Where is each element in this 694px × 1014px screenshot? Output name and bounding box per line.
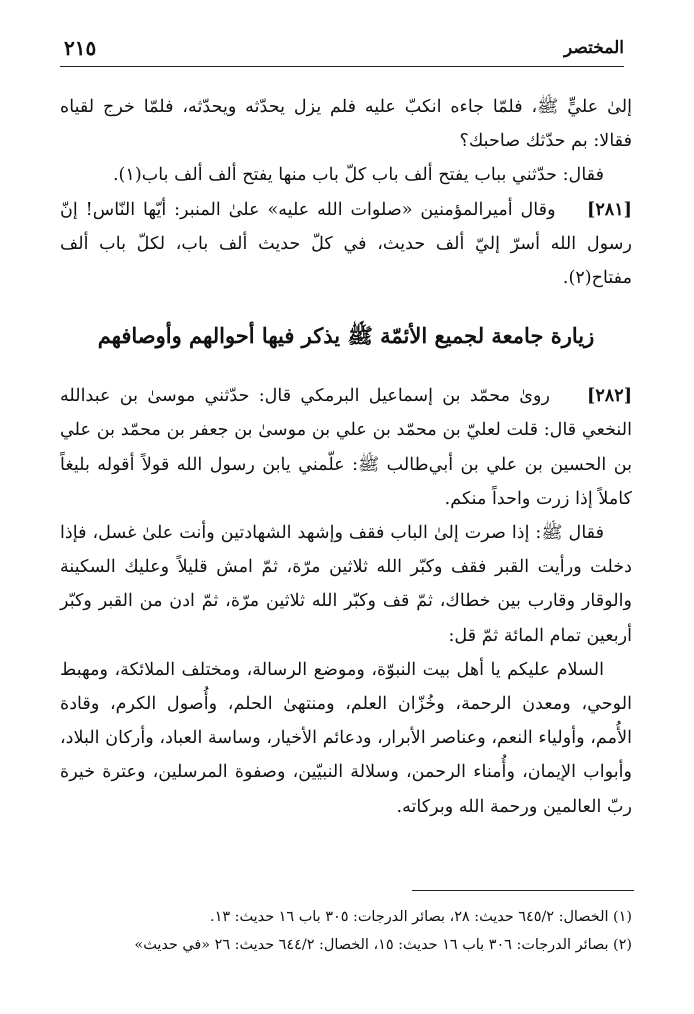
paragraph [60,379,632,516]
page-header [60,32,624,67]
paragraph: إلىٰ عليٍّ ﷺ، فلمّا جاءه انكبّ عليه فلم يزل يحدّثه ويحدّثه، فلمّا خرج لقياه فقالا: بم حدّثك صاحبك؟ [60,97,632,152]
hadith-number: [٢٨٢] [587,385,633,407]
hadith-text: وقال أميرالمؤمنين «صلوات الله عليه» علىٰ المنبر: أيّها النّاس! إنّ رسول الله أسرّ إليّ ألف حديث، في كلّ حديث ألف باب، لكلّ باب ألف مفتاح(٢). [60,199,632,289]
footnote: (٢) بصائر الدرجات: ٣٠٦ باب ١٦ حديث: ١٥، الخصال: ٦٤٤/٢ حديث: ٢٦ «في حديث» [134,937,632,953]
paragraph: فقال: حدّثني بباب يفتح ألف باب كلّ باب منها يفتح ألف ألف باب(١). [112,165,604,186]
paragraph [60,193,632,296]
footnote-divider [412,890,634,891]
page-number: ٢١٥ [64,36,97,60]
hadith-text: روىٰ محمّد بن إسماعيل البرمكي قال: حدّثني موسىٰ بن عبدالله النخعي قال: قلت لعليّ بن محمّد بن علي بن موسىٰ بن جعفر بن محمّد بن علي بن الحسين بن علي بن أبي‌طالب ﷺ: علّمني يابن رسول الله قولاً أقوله بليغاً كاملاً إذا زرت واحداً منكم. [60,386,632,509]
paragraph: فقال ﷺ: إذا صرت إلىٰ الباب فقف وإشهد الشهادتين وأنت علىٰ غسل، فإذا دخلت ورأيت القبر فقف وكبّر الله ثلاثين مرّة، ثمّ امش قليلاً وعليك السكينة والوقار وقارب بين خطاك، ثمّ قف وكبّر الله ثلاثين مرّة، ثمّ ادن من القبر وكبّر أربعين تمام المائة ثمّ قل: [60,523,632,646]
footnote: (١) الخصال: ٦٤٥/٢ حديث: ٢٨، بصائر الدرجات: ٣٠٥ باب ١٦ حديث: ١٣. [210,909,632,925]
main-text [60,90,632,824]
running-title: المختصر [564,38,624,58]
footnotes [60,903,632,959]
hadith-number: [٢٨١] [586,198,632,220]
paragraph: السلام عليكم يا أهل بيت النبوّة، وموضع الرسالة، ومختلف الملائكة، ومهبط الوحي، ومعدن الرحمة، وخُزّان العلم، ومنتهىٰ الحلم، وأُصول الكرم، وقادة الأُمم، وأولياء النعم، وعناصر الأبرار، ودعائم الأخيار، وساسة العباد، وأركان البلاد، وأبواب الإيمان، وأُمناء الرحمن، وسلالة النبيّين، وصفوة المرسلين، وعترة خيرة ربّ العالمين ورحمة الله وبركاته. [60,659,632,817]
section-heading: زيارة جامعة لجميع الأئمّة ﷺ يذكر فيها أحوالهم وأوصافهم [97,323,595,349]
